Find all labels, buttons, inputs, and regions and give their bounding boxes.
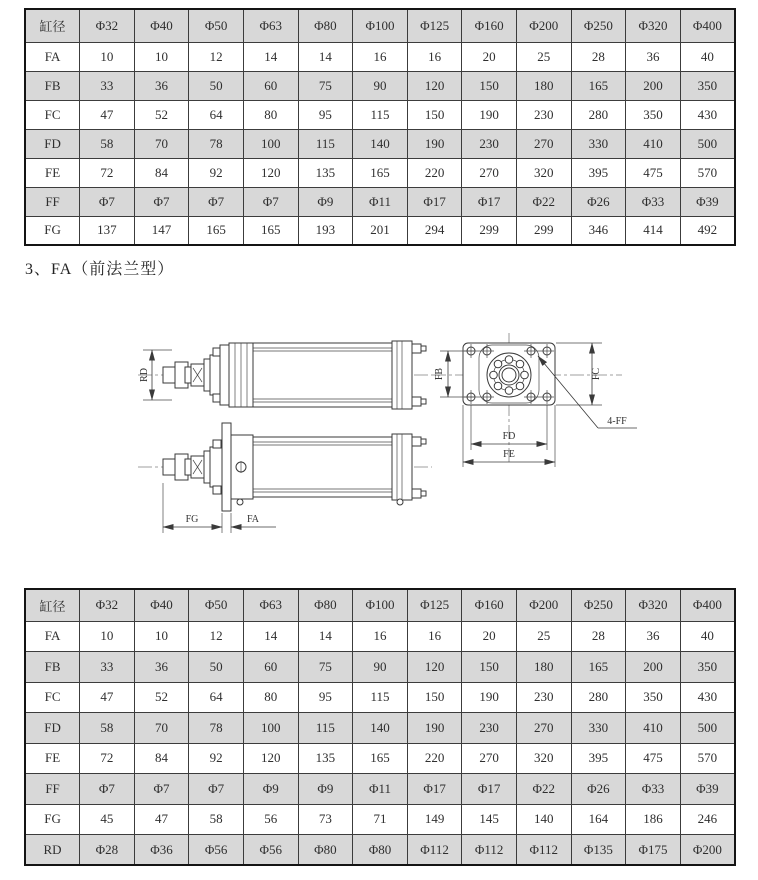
- data-cell: 12: [189, 621, 244, 652]
- data-cell: 346: [571, 216, 626, 245]
- table-row: [25, 652, 735, 683]
- section-heading: 3、FA（前法兰型）: [25, 261, 175, 278]
- data-cell: 40: [680, 621, 735, 652]
- table-row: [25, 774, 735, 805]
- header-cell: Φ63: [243, 589, 298, 621]
- header-cell: 缸径: [25, 9, 80, 42]
- data-cell: 190: [462, 100, 517, 129]
- data-cell: 60: [243, 652, 298, 683]
- data-cell: Φ7: [134, 774, 189, 805]
- data-cell: 72: [80, 158, 135, 187]
- data-cell: 135: [298, 158, 353, 187]
- data-cell: 70: [134, 129, 189, 158]
- table-row: [25, 216, 735, 245]
- data-cell: 475: [626, 158, 681, 187]
- data-cell: Φ22: [516, 187, 571, 216]
- data-cell: 72: [80, 743, 135, 774]
- data-cell: 78: [189, 129, 244, 158]
- data-cell: 180: [516, 71, 571, 100]
- table-row: [25, 42, 735, 71]
- data-cell: Φ39: [680, 187, 735, 216]
- data-cell: 140: [353, 129, 408, 158]
- row-label: FA: [25, 42, 80, 71]
- data-cell: 14: [243, 621, 298, 652]
- header-cell: 缸径: [25, 589, 80, 621]
- data-cell: 410: [626, 713, 681, 744]
- data-cell: 20: [462, 621, 517, 652]
- data-cell: 165: [353, 743, 408, 774]
- data-cell: 120: [243, 743, 298, 774]
- header-cell: Φ80: [298, 589, 353, 621]
- data-cell: 395: [571, 158, 626, 187]
- dim-label-fg: FG: [185, 514, 199, 525]
- data-cell: 350: [680, 71, 735, 100]
- table-row: [25, 187, 735, 216]
- data-cell: 492: [680, 216, 735, 245]
- data-cell: Φ175: [626, 835, 681, 866]
- data-cell: 120: [407, 71, 462, 100]
- row-label: FF: [25, 774, 80, 805]
- data-cell: Φ112: [407, 835, 462, 866]
- table-row: [25, 129, 735, 158]
- data-cell: 115: [353, 682, 408, 713]
- data-cell: 294: [407, 216, 462, 245]
- data-cell: Φ11: [353, 187, 408, 216]
- data-cell: 280: [571, 682, 626, 713]
- dim-label-fd: FD: [502, 431, 516, 442]
- data-cell: 270: [462, 158, 517, 187]
- data-cell: Φ33: [626, 774, 681, 805]
- header-cell: Φ32: [80, 9, 135, 42]
- data-cell: 190: [462, 682, 517, 713]
- row-label: FD: [25, 713, 80, 744]
- data-cell: 270: [516, 713, 571, 744]
- data-cell: 180: [516, 652, 571, 683]
- table-row: [25, 621, 735, 652]
- header-row: [25, 9, 735, 42]
- data-cell: 16: [353, 621, 408, 652]
- data-cell: 165: [353, 158, 408, 187]
- row-label: FB: [25, 71, 80, 100]
- data-cell: 150: [407, 100, 462, 129]
- data-cell: 70: [134, 713, 189, 744]
- data-cell: 10: [80, 621, 135, 652]
- header-cell: Φ400: [680, 589, 735, 621]
- data-cell: 500: [680, 129, 735, 158]
- data-cell: 410: [626, 129, 681, 158]
- side-view-front-flange: [138, 423, 432, 533]
- data-cell: 33: [80, 652, 135, 683]
- data-cell: 570: [680, 158, 735, 187]
- data-cell: 52: [134, 100, 189, 129]
- table-row: [25, 682, 735, 713]
- data-cell: 58: [80, 129, 135, 158]
- data-cell: 100: [243, 129, 298, 158]
- data-cell: 270: [516, 129, 571, 158]
- data-cell: 299: [462, 216, 517, 245]
- data-cell: 299: [516, 216, 571, 245]
- header-cell: Φ320: [626, 589, 681, 621]
- row-label: RD: [25, 835, 80, 866]
- data-cell: 200: [626, 71, 681, 100]
- row-label: FG: [25, 216, 80, 245]
- data-cell: 25: [516, 42, 571, 71]
- engineering-drawing: [0, 315, 758, 577]
- data-cell: 115: [298, 129, 353, 158]
- data-cell: 414: [626, 216, 681, 245]
- data-cell: Φ7: [189, 774, 244, 805]
- table-row: [25, 100, 735, 129]
- data-cell: Φ17: [407, 774, 462, 805]
- data-cell: Φ28: [80, 835, 135, 866]
- header-cell: Φ100: [353, 589, 408, 621]
- data-cell: 47: [80, 682, 135, 713]
- data-cell: 40: [680, 42, 735, 71]
- table-row: [25, 71, 735, 100]
- data-cell: 10: [134, 621, 189, 652]
- data-cell: 10: [80, 42, 135, 71]
- data-cell: 165: [571, 71, 626, 100]
- data-cell: 350: [626, 682, 681, 713]
- row-label: FC: [25, 100, 80, 129]
- data-cell: 90: [353, 71, 408, 100]
- dim-label-fa: FA: [246, 514, 260, 525]
- data-cell: 71: [353, 804, 408, 835]
- data-cell: 230: [462, 129, 517, 158]
- data-cell: Φ112: [516, 835, 571, 866]
- data-cell: 78: [189, 713, 244, 744]
- header-cell: Φ63: [243, 9, 298, 42]
- data-cell: Φ33: [626, 187, 681, 216]
- data-cell: 14: [298, 42, 353, 71]
- data-cell: 10: [134, 42, 189, 71]
- header-cell: Φ250: [571, 589, 626, 621]
- header-cell: Φ250: [571, 9, 626, 42]
- data-cell: Φ80: [298, 835, 353, 866]
- data-cell: Φ26: [571, 187, 626, 216]
- data-cell: 350: [680, 652, 735, 683]
- row-label: FB: [25, 652, 80, 683]
- data-cell: 270: [462, 743, 517, 774]
- row-label: FD: [25, 129, 80, 158]
- data-cell: 36: [626, 42, 681, 71]
- data-cell: Φ56: [189, 835, 244, 866]
- cylinder-dimension-table-bottom: [24, 588, 736, 866]
- data-cell: 20: [462, 42, 517, 71]
- data-cell: 80: [243, 682, 298, 713]
- header-cell: Φ125: [407, 589, 462, 621]
- row-label: FC: [25, 682, 80, 713]
- data-cell: 330: [571, 713, 626, 744]
- header-cell: Φ200: [516, 9, 571, 42]
- data-cell: Φ39: [680, 774, 735, 805]
- data-cell: 95: [298, 100, 353, 129]
- data-cell: 33: [80, 71, 135, 100]
- data-cell: 280: [571, 100, 626, 129]
- data-cell: Φ11: [353, 774, 408, 805]
- header-cell: Φ80: [298, 9, 353, 42]
- table-row: [25, 158, 735, 187]
- data-cell: 64: [189, 682, 244, 713]
- data-cell: 95: [298, 682, 353, 713]
- data-cell: Φ112: [462, 835, 517, 866]
- data-cell: 75: [298, 71, 353, 100]
- data-cell: 330: [571, 129, 626, 158]
- data-cell: 320: [516, 743, 571, 774]
- data-cell: 135: [298, 743, 353, 774]
- header-cell: Φ32: [80, 589, 135, 621]
- header-cell: Φ125: [407, 9, 462, 42]
- data-cell: 220: [407, 743, 462, 774]
- data-cell: 120: [407, 652, 462, 683]
- table-row: [25, 743, 735, 774]
- header-cell: Φ50: [189, 9, 244, 42]
- data-cell: 201: [353, 216, 408, 245]
- row-label: FE: [25, 743, 80, 774]
- data-cell: Φ36: [134, 835, 189, 866]
- data-cell: Φ7: [243, 187, 298, 216]
- row-label: FG: [25, 804, 80, 835]
- data-cell: 164: [571, 804, 626, 835]
- data-cell: 58: [80, 713, 135, 744]
- data-cell: 320: [516, 158, 571, 187]
- data-cell: 149: [407, 804, 462, 835]
- data-cell: 115: [353, 100, 408, 129]
- data-cell: Φ135: [571, 835, 626, 866]
- data-cell: 115: [298, 713, 353, 744]
- data-cell: 58: [189, 804, 244, 835]
- data-cell: 475: [626, 743, 681, 774]
- data-cell: Φ17: [407, 187, 462, 216]
- flange-front-view: [432, 333, 637, 467]
- data-cell: Φ7: [189, 187, 244, 216]
- table-row: [25, 835, 735, 866]
- data-cell: 100: [243, 713, 298, 744]
- data-cell: Φ7: [80, 774, 135, 805]
- data-cell: 50: [189, 71, 244, 100]
- data-cell: 25: [516, 621, 571, 652]
- header-cell: Φ160: [462, 589, 517, 621]
- data-cell: 150: [462, 71, 517, 100]
- header-cell: Φ200: [516, 589, 571, 621]
- data-cell: 145: [462, 804, 517, 835]
- dim-label-rd: RD: [139, 368, 150, 382]
- data-cell: 137: [80, 216, 135, 245]
- data-cell: 47: [134, 804, 189, 835]
- data-cell: 45: [80, 804, 135, 835]
- header-cell: Φ320: [626, 9, 681, 42]
- data-cell: Φ7: [80, 187, 135, 216]
- side-view-cylinder: [138, 341, 432, 409]
- data-cell: 84: [134, 743, 189, 774]
- data-cell: 246: [680, 804, 735, 835]
- data-cell: 190: [407, 129, 462, 158]
- data-cell: 147: [134, 216, 189, 245]
- data-cell: Φ17: [462, 774, 517, 805]
- data-cell: 52: [134, 682, 189, 713]
- data-cell: 570: [680, 743, 735, 774]
- data-cell: 90: [353, 652, 408, 683]
- data-cell: 230: [516, 100, 571, 129]
- data-cell: 120: [243, 158, 298, 187]
- data-cell: 430: [680, 682, 735, 713]
- data-cell: 36: [134, 71, 189, 100]
- data-cell: Φ9: [243, 774, 298, 805]
- data-cell: 36: [134, 652, 189, 683]
- data-cell: 200: [626, 652, 681, 683]
- data-cell: 84: [134, 158, 189, 187]
- cylinder-dimension-table-top: [24, 8, 736, 246]
- center-boss: [487, 353, 531, 397]
- data-cell: 190: [407, 713, 462, 744]
- data-cell: Φ9: [298, 187, 353, 216]
- header-cell: Φ50: [189, 589, 244, 621]
- data-cell: 47: [80, 100, 135, 129]
- data-cell: Φ17: [462, 187, 517, 216]
- data-cell: 500: [680, 713, 735, 744]
- data-cell: 230: [516, 682, 571, 713]
- data-cell: Φ26: [571, 774, 626, 805]
- row-label: FA: [25, 621, 80, 652]
- data-cell: 92: [189, 158, 244, 187]
- data-cell: 50: [189, 652, 244, 683]
- data-cell: 80: [243, 100, 298, 129]
- data-cell: Φ9: [298, 774, 353, 805]
- data-cell: 430: [680, 100, 735, 129]
- header-cell: Φ40: [134, 9, 189, 42]
- data-cell: 395: [571, 743, 626, 774]
- data-cell: 92: [189, 743, 244, 774]
- row-label: FF: [25, 187, 80, 216]
- data-cell: 165: [189, 216, 244, 245]
- data-cell: 64: [189, 100, 244, 129]
- data-cell: 16: [407, 42, 462, 71]
- data-cell: 16: [353, 42, 408, 71]
- data-cell: 150: [462, 652, 517, 683]
- table-row: [25, 713, 735, 744]
- data-cell: 230: [462, 713, 517, 744]
- dim-label-fb: FB: [434, 367, 445, 381]
- data-cell: Φ80: [353, 835, 408, 866]
- header-cell: Φ160: [462, 9, 517, 42]
- data-cell: 73: [298, 804, 353, 835]
- data-cell: 56: [243, 804, 298, 835]
- data-cell: 28: [571, 621, 626, 652]
- data-cell: 14: [298, 621, 353, 652]
- header-cell: Φ100: [353, 9, 408, 42]
- header-cell: Φ40: [134, 589, 189, 621]
- data-cell: Φ200: [680, 835, 735, 866]
- data-cell: 16: [407, 621, 462, 652]
- header-row: [25, 589, 735, 621]
- row-label: FE: [25, 158, 80, 187]
- data-cell: 165: [571, 652, 626, 683]
- data-cell: 14: [243, 42, 298, 71]
- data-cell: Φ7: [134, 187, 189, 216]
- data-cell: 60: [243, 71, 298, 100]
- data-cell: 150: [407, 682, 462, 713]
- dim-label-fc: FC: [591, 367, 602, 381]
- data-cell: 75: [298, 652, 353, 683]
- data-cell: 28: [571, 42, 626, 71]
- data-cell: 165: [243, 216, 298, 245]
- dim-label-fe: FE: [503, 449, 515, 460]
- data-cell: 140: [353, 713, 408, 744]
- dim-label-4ff: 4-FF: [607, 416, 627, 427]
- data-cell: 36: [626, 621, 681, 652]
- data-cell: 350: [626, 100, 681, 129]
- data-cell: Φ22: [516, 774, 571, 805]
- data-cell: 220: [407, 158, 462, 187]
- header-cell: Φ400: [680, 9, 735, 42]
- data-cell: 12: [189, 42, 244, 71]
- data-cell: 140: [516, 804, 571, 835]
- data-cell: 186: [626, 804, 681, 835]
- data-cell: Φ56: [243, 835, 298, 866]
- fa-front-flange-diagram: [0, 315, 758, 577]
- table-row: [25, 804, 735, 835]
- data-cell: 193: [298, 216, 353, 245]
